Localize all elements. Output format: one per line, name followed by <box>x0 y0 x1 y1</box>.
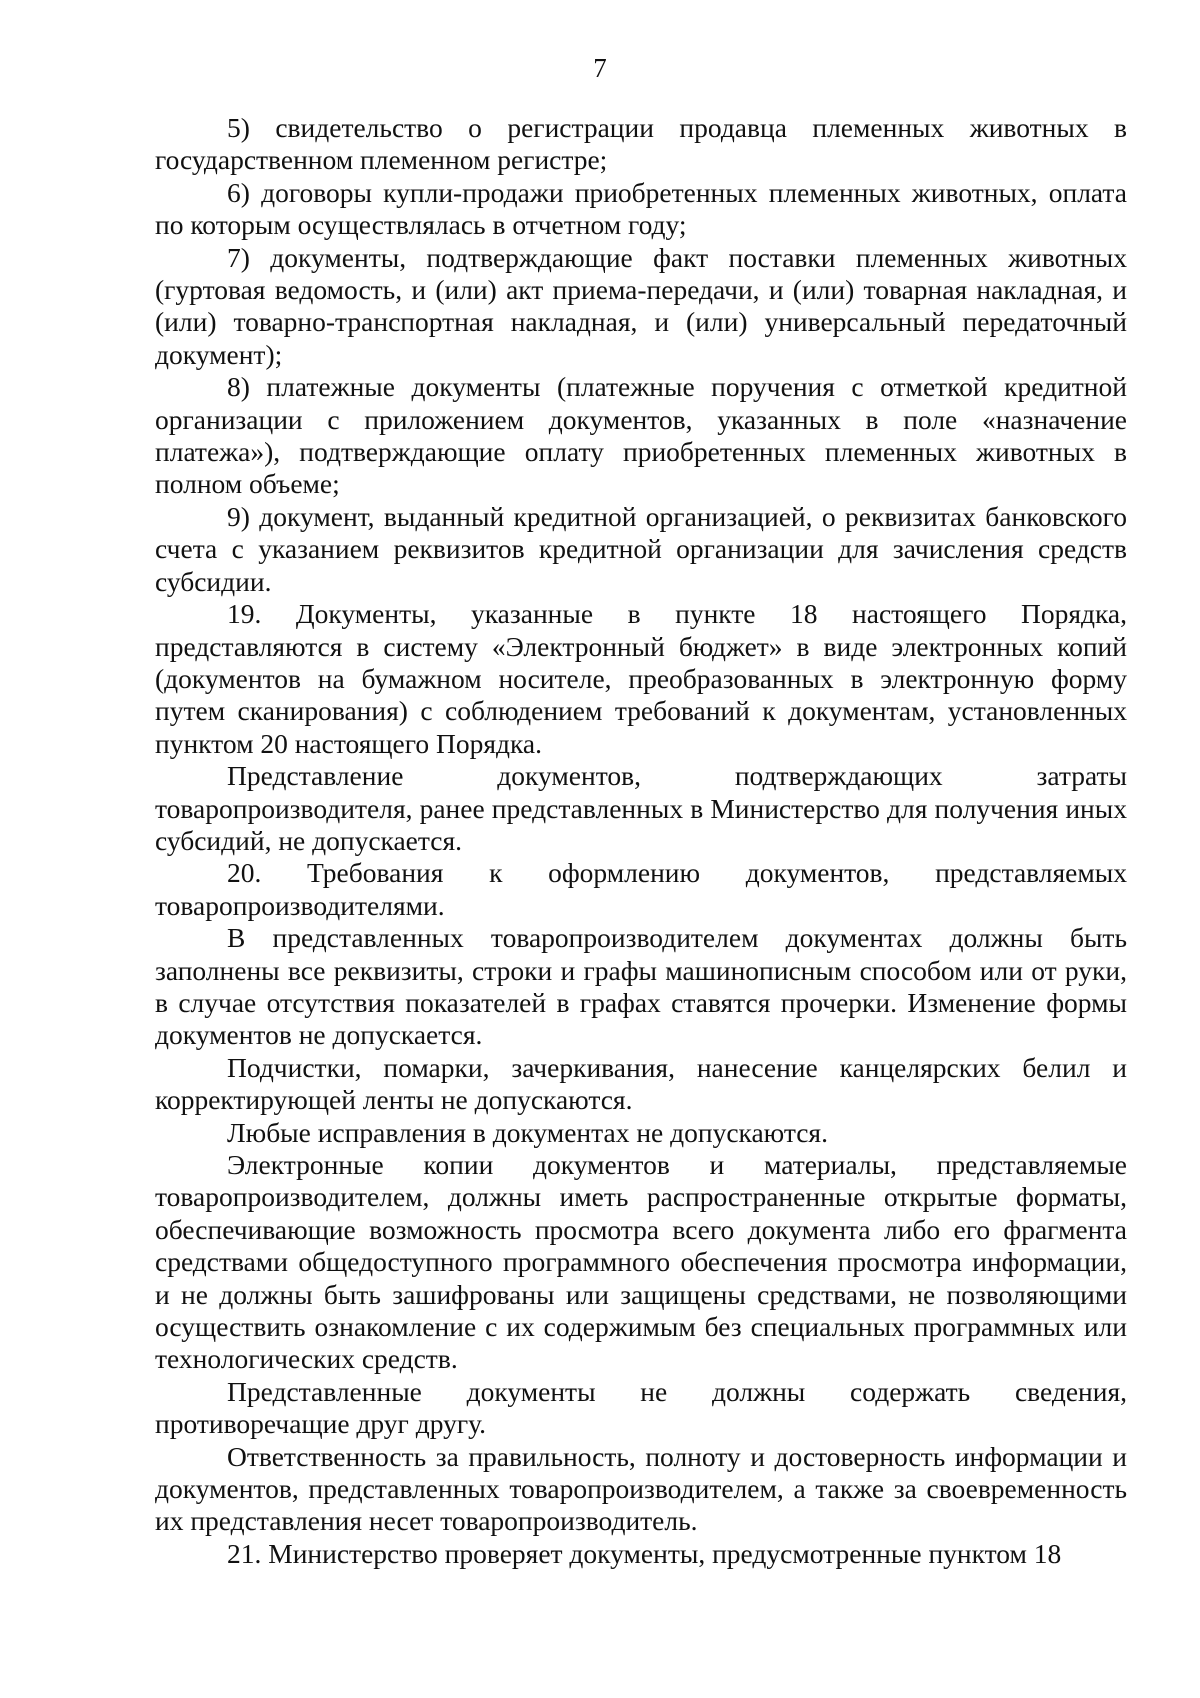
paragraph-clause-20-electronic-copies: Электронные копии документов и материалы, представляемые товаропроизводителем, должны иметь распространенные открытые форматы, обеспечивающие возможность просмотра всего документа либо его фрагмента средствами общедоступного программного обеспечения просмотра информации, и не должны быть зашифрованы или защищены средствами, не позволяющими осуществить ознакомление с их содержимым без специальных программных или технологических средств. <box>155 1149 1127 1375</box>
paragraph-clause-20-requisites: В представленных товаропроизводителем документах должны быть заполнены все реквизиты, строки и графы машинописным способом или от руки, в случае отсутствия показателей в графах ставятся прочерки. Изменение формы документов не допускается. <box>155 922 1127 1051</box>
paragraph-item-6: 6) договоры купли-продажи приобретенных племенных животных, оплата по которым осуществлялась в отчетном году; <box>155 176 1127 241</box>
paragraph-clause-20-no-edits: Любые исправления в документах не допускаются. <box>227 1116 828 1148</box>
paragraph-clause-20-corrections: Подчистки, помарки, зачеркивания, нанесение канцелярских белил и корректирующей ленты не допускаются. <box>155 1051 1127 1116</box>
paragraph-clause-19: 19. Документы, указанные в пункте 18 настоящего Порядка, представляются в систему «Электронный бюджет» в виде электронных копий (документов на бумажном носителе, преобразованных в электронную форму путем сканирования) с соблюдением требований к документам, установленных пунктом 20 настоящего Порядка. <box>155 598 1127 759</box>
paragraph-clause-19-note: Представление документов, подтверждающих затраты товаропроизводителя, ранее представленных в Министерство для получения иных субсидий, не допускается. <box>155 760 1127 856</box>
paragraph-clause-20-responsibility: Ответственность за правильность, полноту и достоверность информации и документов, представленных товаропроизводителем, а также за своевременность их представления несет товаропроизводитель. <box>155 1440 1127 1537</box>
paragraph-item-7: 7) документы, подтверждающие факт поставки племенных животных (гуртовая ведомость, и (или) акт приема-передачи, и (или) товарная накладная, и (или) товарно-транспортная накладная, и (или) универсальный передаточный документ); <box>155 241 1127 370</box>
paragraph-clause-20-consistency: Представленные документы не должны содержать сведения, противоречащие друг другу. <box>155 1375 1127 1440</box>
paragraph-item-8: 8) платежные документы (платежные поручения с отметкой кредитной организации с приложением документов, указанных в поле «назначение платежа»), подтверждающие оплату приобретенных племенных животных в полном объеме; <box>155 371 1127 500</box>
paragraph-item-9: 9) документ, выданный кредитной организацией, о реквизитах банковского счета с указанием реквизитов кредитной организации для зачисления средств субсидии. <box>155 500 1127 597</box>
paragraph-clause-21: 21. Министерство проверяет документы, предусмотренные пунктом 18 <box>227 1537 1062 1569</box>
document-body <box>155 112 1127 1570</box>
page-number: 7 <box>593 53 607 83</box>
paragraph-clause-20: 20. Требования к оформлению документов, представляемых товаропроизводителями. <box>155 857 1127 921</box>
paragraph-item-5: 5) свидетельство о регистрации продавца племенных животных в государственном племенном регистре; <box>155 112 1127 176</box>
